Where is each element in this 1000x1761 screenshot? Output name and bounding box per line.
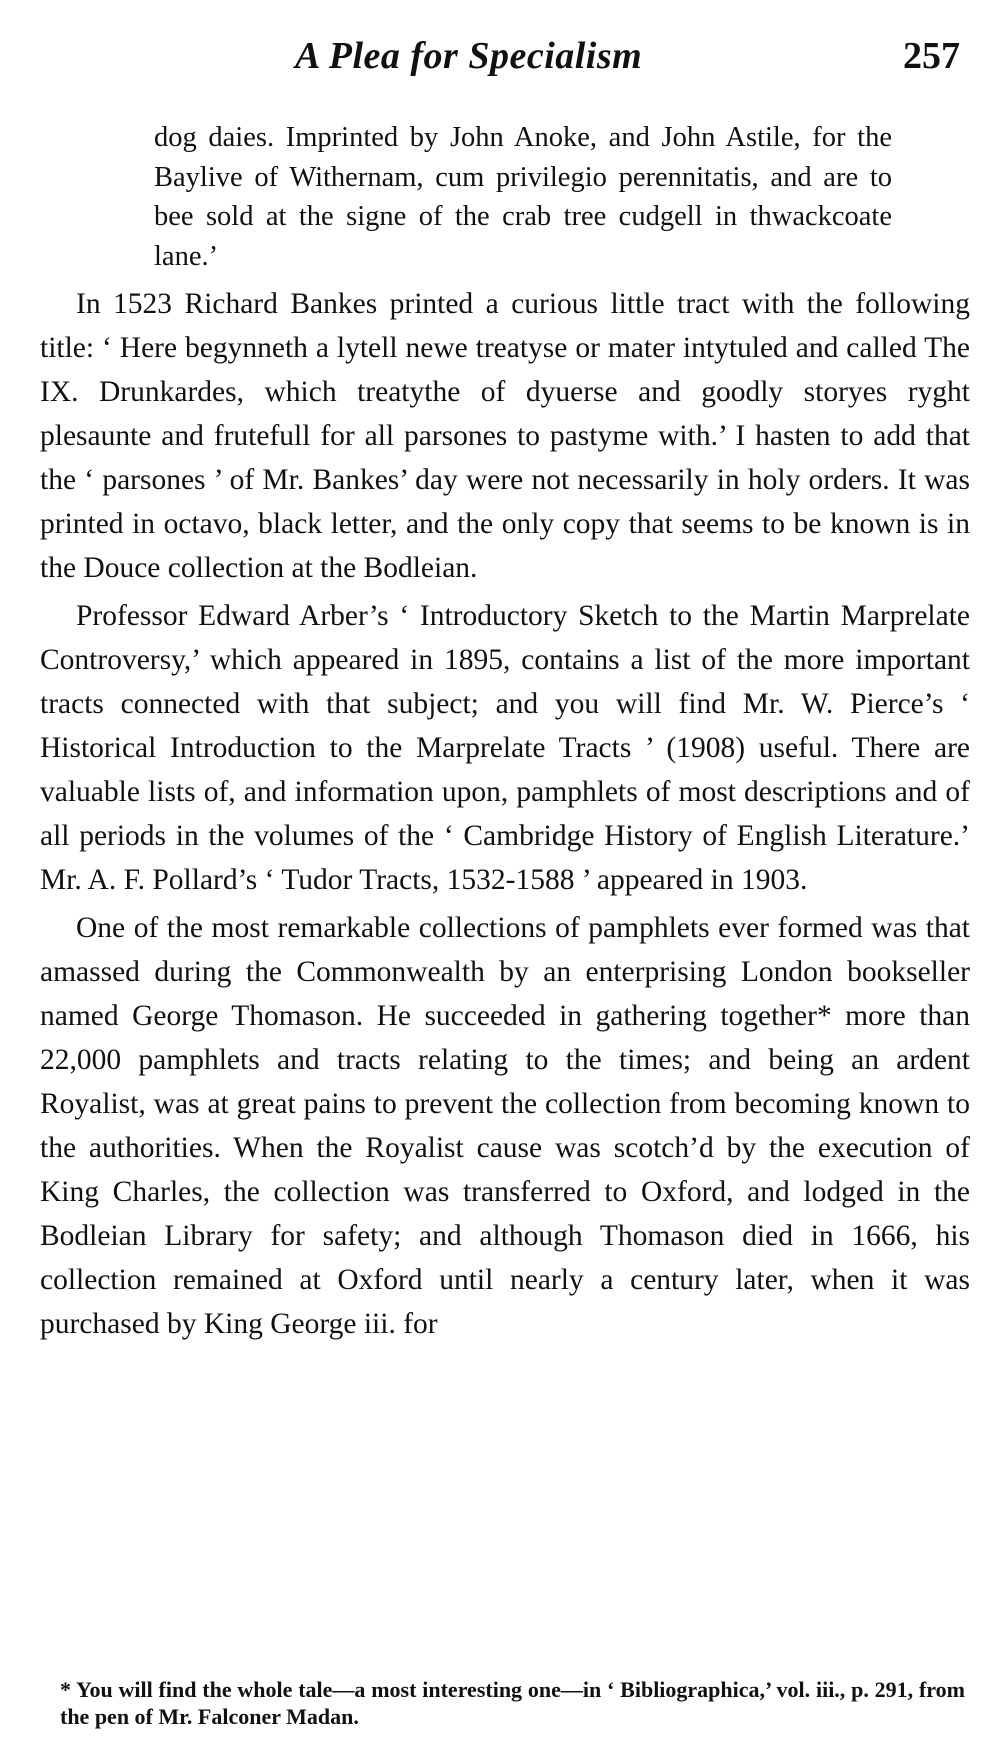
running-head	[0, 30, 1000, 90]
main-text	[40, 118, 970, 1350]
page-number: 257	[903, 35, 960, 77]
paragraph-thomason: One of the most remarkable collections of pamphlets ever formed was that amassed during the Commonwealth by an enterprising London bookseller named George Thomason. He succeeded in gathering together* more than 22,000 pamphlets and tracts relating to the times; and being an ardent Royalist, was at great pains to prevent the collection from becoming known to the authorities. When the Royalist cause was scotch’d by the execution of King Charles, the collection was transferred to Oxford, and lodged in the Bodleian Library for safety; and although Thomason died in 1666, his collection remained at Oxford until nearly a century later, when it was purchased by King George iii. for	[40, 912, 970, 1340]
footnote: * You will find the whole tale—a most interesting one—in ‘ Bibliographica,’ vol. iii., p. 291, from the pen of Mr. Falconer Madan.	[60, 1677, 965, 1729]
block-quote: dog daies. Imprinted by John Anoke, and John Astile, for the Baylive of Withernam, cum privilegio perennitatis, and are to bee sold at the signe of the crab tree cudgell in thwackcoate lane.’	[154, 122, 892, 272]
paragraph-arber: Professor Edward Arber’s ‘ Introductory Sketch to the Martin Marprelate Controversy,’ which appeared in 1895, contains a list of the more important tracts connected with that subject; and you will find Mr. W. Pierce’s ‘ Historical Introduction to the Marprelate Tracts ’ (1908) useful. There are valuable lists of, and information upon, pamphlets of most descriptions and of all periods in the volumes of the ‘ Cambridge History of English Literature.’ Mr. A. F. Pollard’s ‘ Tudor Tracts, 1532-1588 ’ appeared in 1903.	[40, 600, 970, 896]
running-title: A Plea for Specialism	[295, 35, 643, 77]
paragraph-bankes: In 1523 Richard Bankes printed a curious little tract with the following title: ‘ Here begynneth a lytell newe treatyse or mater intytuled and called The IX. Drunkardes, which treatythe of dyuerse and goodly storyes ryght plesaunte and frutefull for all parsones to pastyme with.’ I hasten to add that the ‘ parsones ’ of Mr. Bankes’ day were not necessarily in holy orders. It was printed in octavo, black letter, and the only copy that seems to be known is in the Douce collection at the Bodleian.	[40, 288, 970, 584]
